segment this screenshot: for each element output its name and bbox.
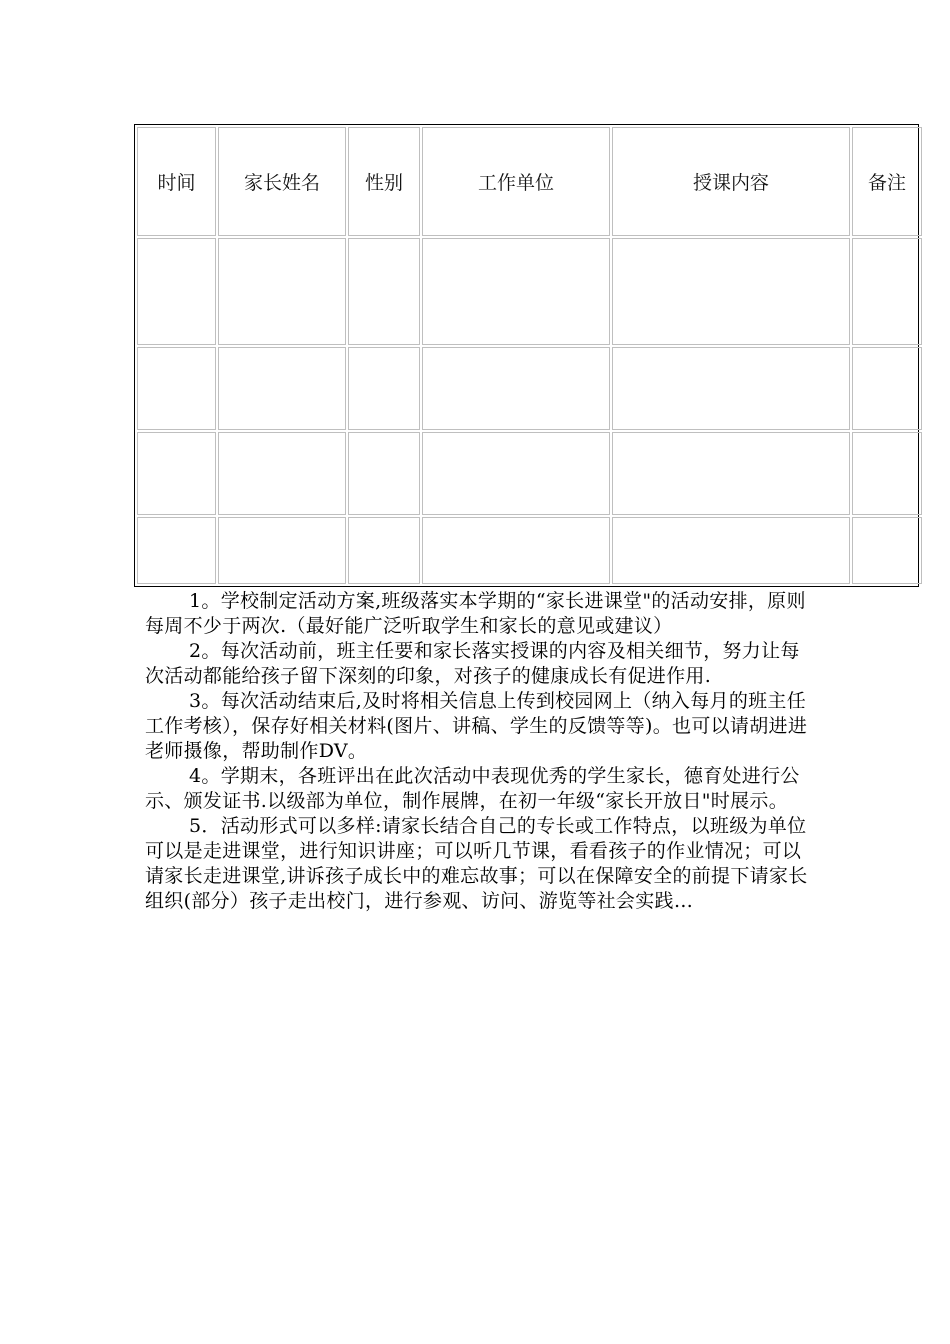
note-paragraph-4: 4。学期末，各班评出在此次活动中表现优秀的学生家长，德育处进行公示、颁发证书.以级部为单位，制作展牌，在初一年级“家长开放日"时展示。 [145,765,800,812]
table-row [137,432,922,515]
table-grid [135,125,924,586]
header-parent-name: 家长姓名 [218,127,346,236]
table-cell [422,347,610,430]
header-workplace: 工作单位 [422,127,610,236]
table-cell [218,517,346,584]
table-cell [218,238,346,346]
table-cell [218,432,346,515]
header-gender: 性别 [348,127,420,236]
table-cell [137,432,216,515]
header-remarks: 备注 [852,127,922,236]
table-cell [348,238,420,346]
note-paragraph-1: 1。学校制定活动方案,班级落实本学期的“家长进课堂"的活动安排，原则每周不少于两次.（最好能广泛听取学生和家长的意见或建议） [145,590,806,637]
table-header-row [137,127,922,236]
table-cell [852,517,922,584]
table-cell [348,432,420,515]
table-cell [852,432,922,515]
note-paragraph-5: 5．活动形式可以多样:请家长结合自己的专长或工作特点，以班级为单位可以是走进课堂，进行知识讲座；可以听几节课，看看孩子的作业情况；可以请家长走进课堂,讲诉孩子成长中的难忘故事；可以在保障安全的前提下请家长组织(部分）孩子走出校门，进行参观、访问、游览等社会实践… [145,815,808,912]
note-paragraph-3: 3。每次活动结束后,及时将相关信息上传到校园网上（纳入每月的班主任工作考核），保存好相关材料(图片、讲稿、学生的反馈等等)。也可以请胡进进老师摄像，帮助制作DV。 [145,690,808,762]
table-cell [612,238,850,346]
table-cell [218,347,346,430]
header-lecture-content: 授课内容 [612,127,850,236]
table-row [137,238,922,346]
header-time: 时间 [137,127,216,236]
table-cell [348,347,420,430]
table-cell [137,238,216,346]
table-cell [137,517,216,584]
note-paragraph-2: 2。每次活动前，班主任要和家长落实授课的内容及相关细节，努力让每次活动都能给孩子留下深刻的印象，对孩子的健康成长有促进作用. [145,640,800,687]
table-cell [612,517,850,584]
table-cell [422,432,610,515]
table-cell [612,432,850,515]
table-cell [348,517,420,584]
table-row [137,517,922,584]
activity-notes [145,589,815,914]
table-cell [852,238,922,346]
table-cell [612,347,850,430]
table-cell [137,347,216,430]
table-row [137,347,922,430]
parent-lecture-table [134,124,919,587]
table-cell [852,347,922,430]
table-cell [422,517,610,584]
table-cell [422,238,610,346]
